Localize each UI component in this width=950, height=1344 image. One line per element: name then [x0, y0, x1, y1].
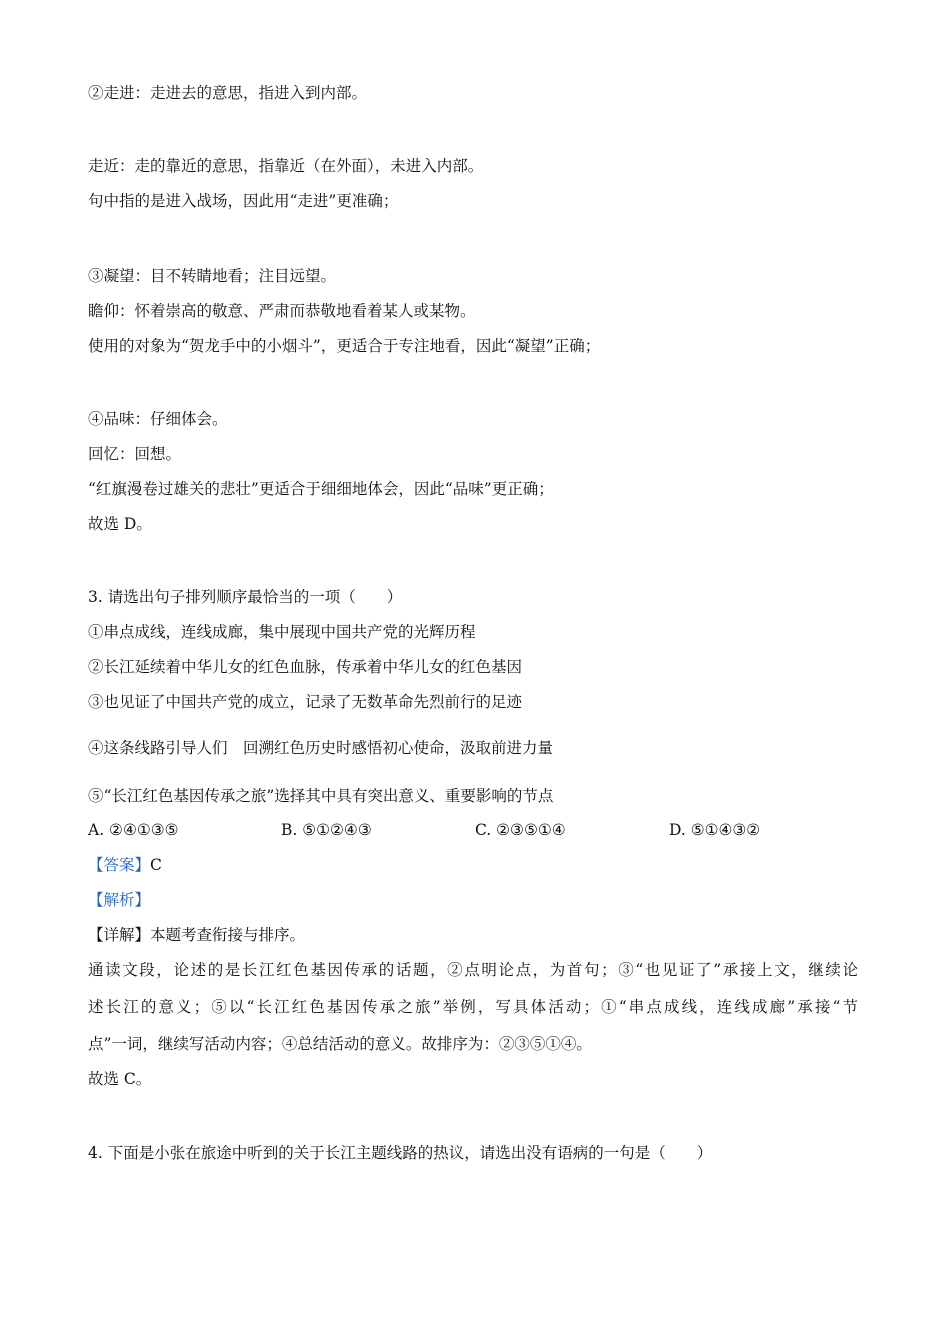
conclusion-line: 故选 C。: [88, 1070, 152, 1088]
explanation-line: ②走进：走进去的意思，指进入到内部。: [88, 84, 368, 102]
explanation-line: ④品味：仔细体会。: [88, 410, 228, 428]
detail-text: 本题考查衔接与排序。: [150, 926, 306, 944]
option-c: C. ②③⑤①④: [475, 821, 566, 839]
option-a: A. ②④①③⑤: [88, 821, 179, 839]
detail-line: [88, 925, 305, 945]
option-b: B. ⑤①②④③: [281, 821, 372, 839]
question-stem: 3. 请选出句子排列顺序最恰当的一项（ ）: [88, 588, 403, 606]
sentence-item: ④这条线路引导人们 回溯红色历史时感悟初心使命，汲取前进力量: [88, 739, 554, 757]
answer-tag: 【答案】: [88, 856, 151, 874]
analysis-tag: 【解析】: [88, 891, 151, 909]
explanation-line: 句中指的是进入战场，因此用“走进”更准确；: [88, 192, 399, 210]
option-d: D. ⑤①④③②: [669, 821, 761, 839]
conclusion-line: 故选 D。: [88, 515, 152, 533]
sentence-item: ②长江延续着中华儿女的红色血脉，传承着中华儿女的红色基因: [88, 658, 523, 676]
sentence-item: ③也见证了中国共产党的成立，记录了无数革命先烈前行的足迹: [88, 693, 523, 711]
explanation-line: 走近：走的靠近的意思，指靠近（在外面），未进入内部。: [88, 157, 484, 175]
explanation-line: 使用的对象为“贺龙手中的小烟斗”，更适合于专注地看，因此“凝望”正确；: [88, 337, 601, 355]
analysis-paragraph-line: 述长江的意义；⑤以“长江红色基因传承之旅”举例，写具体活动；①“串点成线，连线成廊”承接“节: [88, 998, 858, 1016]
detail-tag: 【详解】: [88, 926, 151, 944]
explanation-line: “红旗漫卷过雄关的悲壮”更适合于细细地体会，因此“品味”更正确；: [88, 480, 554, 498]
explanation-line: ③凝望：目不转睛地看；注目远望。: [88, 267, 337, 285]
explanation-line: 回忆：回想。: [88, 445, 182, 463]
answer-value: C: [150, 856, 162, 874]
answer-line: [88, 855, 162, 875]
analysis-paragraph-line: 通读文段，论述的是长江红色基因传承的话题，②点明论点，为首句；③“也见证了”承接上文，继续论: [88, 961, 858, 979]
analysis-paragraph-line: 点”一词，继续写活动内容；④总结活动的意义。故排序为：②③⑤①④。: [88, 1035, 592, 1053]
question-stem: 4. 下面是小张在旅途中听到的关于长江主题线路的热议，请选出没有语病的一句是（ ）: [88, 1144, 713, 1162]
sentence-item: ①串点成线，连线成廊，集中展现中国共产党的光辉历程: [88, 623, 476, 641]
explanation-line: 瞻仰：怀着崇高的敬意、严肃而恭敬地看着某人或某物。: [88, 302, 476, 320]
sentence-item: ⑤“长江红色基因传承之旅”选择其中具有突出意义、重要影响的节点: [88, 787, 554, 805]
